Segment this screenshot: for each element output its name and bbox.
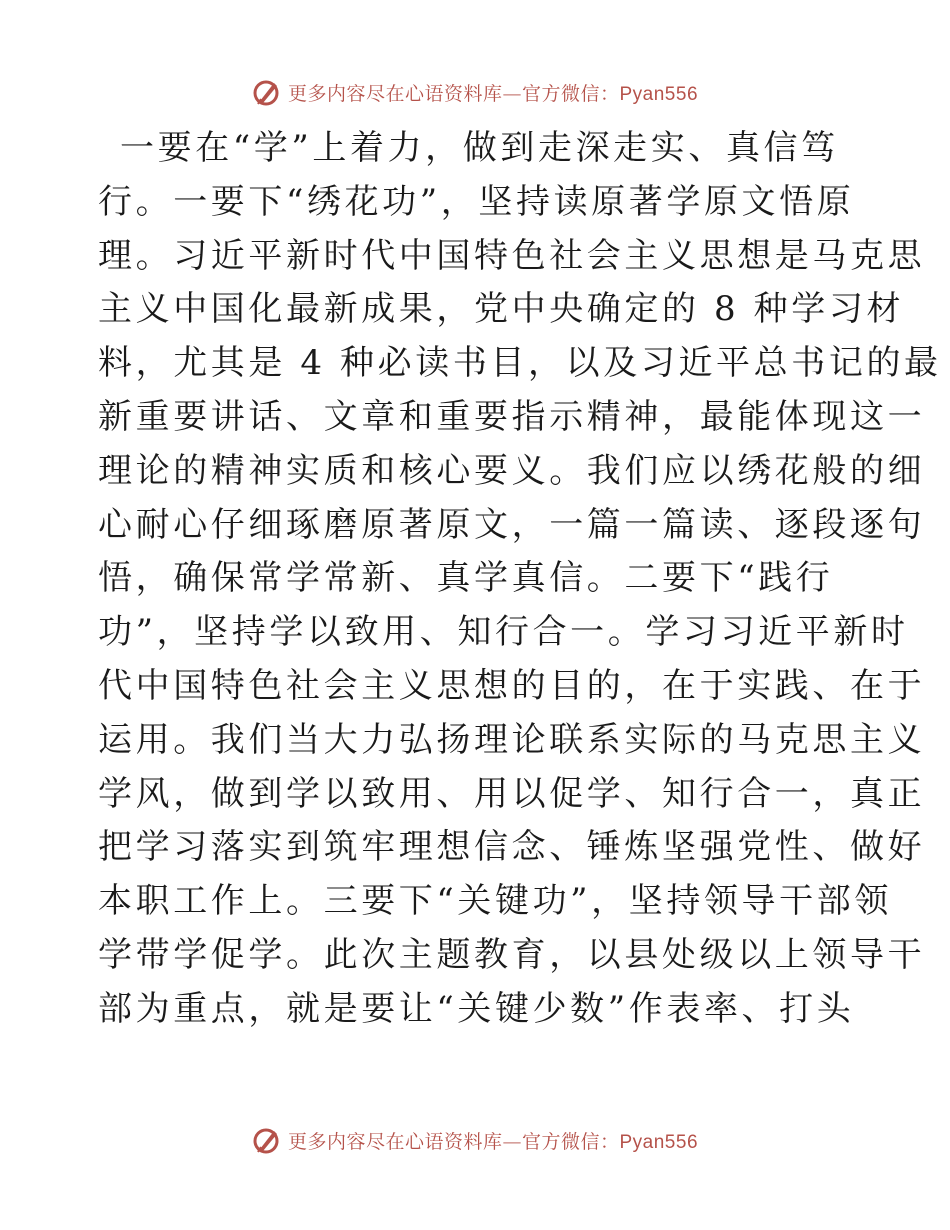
body-line: 心耐心仔细琢磨原著原文，一篇一篇读、逐段逐句 [98, 504, 926, 545]
body-line: 把学习落实到筑牢理想信念、锤炼坚强党性、做好 [98, 827, 926, 868]
body-line: 学带学促学。此次主题教育，以县处级以上领导干 [98, 934, 926, 975]
body-line: 料，尤其是 4 种必读书目，以及习近平总书记的最 [98, 343, 942, 384]
document-body [98, 122, 942, 1037]
body-line: 学风，做到学以致用、用以促学、知行合一，真正 [98, 773, 926, 814]
header-wechat-id: Pyan556 [619, 83, 699, 105]
footer-wechat-label: 官方微信： [521, 1130, 620, 1153]
header-separator: — [502, 82, 522, 105]
footer-banner [0, 1120, 950, 1160]
body-line: 新重要讲话、文章和重要指示精神，最能体现这一 [98, 396, 926, 437]
footer-banner-text [288, 1127, 698, 1154]
body-line: 主义中国化最新成果，党中央确定的 8 种学习材 [98, 289, 905, 330]
body-line: 行。一要下“绣花功”，坚持读原著学原文悟原 [98, 181, 855, 222]
body-line: 一要在“学”上着力，做到走深走实、真信笃 [120, 128, 839, 168]
body-line: 运用。我们当大力弘扬理论联系实际的马克思主义 [98, 719, 926, 760]
header-banner-text [288, 79, 698, 106]
quill-pen-logo-icon [252, 1125, 282, 1155]
body-line: 功”，坚持学以致用、知行合一。学习习近平新时 [98, 612, 909, 653]
body-line: 部为重点，就是要让“关键少数”作表率、打头 [98, 988, 855, 1029]
header-banner [0, 72, 950, 112]
footer-site-text: 更多内容尽在心语资料库 [287, 1130, 503, 1153]
body-line: 代中国特色社会主义思想的目的，在于实践、在于 [98, 665, 926, 706]
header-wechat-label: 官方微信： [521, 82, 620, 105]
quill-pen-logo-icon [252, 77, 282, 107]
body-line: 悟，确保常学常新、真学真信。二要下“践行 [98, 558, 834, 599]
footer-wechat-id: Pyan556 [619, 1131, 699, 1153]
footer-separator: — [502, 1130, 522, 1153]
body-line: 本职工作上。三要下“关键功”，坚持领导干部领 [98, 881, 892, 922]
body-line: 理论的精神实质和核心要义。我们应以绣花般的细 [98, 450, 926, 491]
header-site-text: 更多内容尽在心语资料库 [287, 82, 503, 105]
body-line: 理。习近平新时代中国特色社会主义思想是马克思 [98, 235, 926, 276]
